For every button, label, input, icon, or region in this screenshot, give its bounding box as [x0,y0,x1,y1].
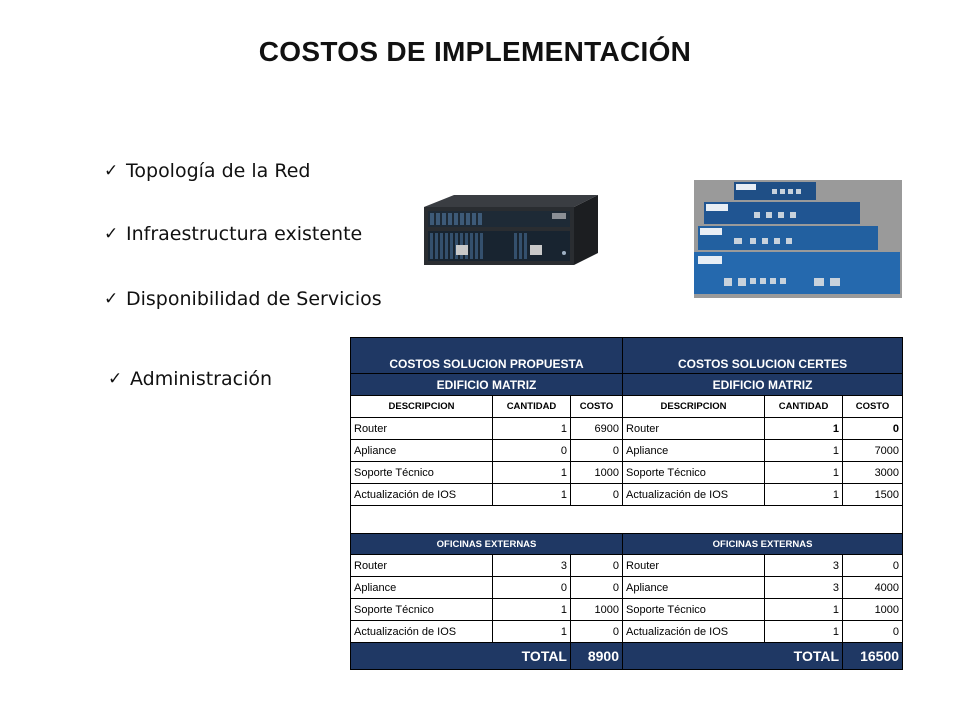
cell-qty: 1 [493,462,571,484]
total-label-left: TOTAL [351,643,571,670]
bullet-topologia [104,160,310,182]
cell-cost: 0 [843,418,903,440]
cell-qty: 1 [493,599,571,621]
cell-cost: 0 [843,555,903,577]
cell-qty: 1 [493,484,571,506]
cell-cost: 1000 [571,462,623,484]
spacer-row [351,506,903,534]
total-value-right: 16500 [843,643,903,670]
spacer-cell [351,506,903,534]
bullet-text: Topología de la Red [126,160,311,182]
cell-desc: Soporte Técnico [351,599,493,621]
router-image [414,193,600,276]
table-header-row [351,338,903,374]
bullet-infraestructura [104,223,362,245]
cell-cost: 0 [843,621,903,643]
cell-cost: 7000 [843,440,903,462]
table-row [351,418,903,440]
total-row [351,643,903,670]
column-header-row [351,396,903,418]
bullet-disponibilidad [104,288,382,310]
cell-desc: Router [351,555,493,577]
cell-qty: 1 [765,440,843,462]
total-label-right: TOTAL [623,643,843,670]
header-propuesta: COSTOS SOLUCION PROPUESTA [351,338,623,374]
checkmark-icon: ✓ [104,161,119,181]
total-value-left: 8900 [571,643,623,670]
cell-desc: Apliance [623,440,765,462]
cell-desc: Router [623,418,765,440]
table-row [351,621,903,643]
cell-desc: Actualización de IOS [351,484,493,506]
section-oficinas-right: OFICINAS EXTERNAS [623,534,903,555]
table-row [351,484,903,506]
checkmark-icon: ✓ [108,369,123,389]
col-descripcion: DESCRIPCION [351,396,493,418]
cell-cost: 0 [571,577,623,599]
cell-desc: Router [623,555,765,577]
cell-qty: 3 [765,555,843,577]
cell-cost: 1000 [843,599,903,621]
cell-cost: 0 [571,440,623,462]
cell-desc: Soporte Técnico [351,462,493,484]
appliance-icon [694,180,902,298]
checkmark-icon: ✓ [104,289,119,309]
cell-desc: Router [351,418,493,440]
cell-cost: 6900 [571,418,623,440]
cell-qty: 1 [493,418,571,440]
router-icon [414,193,600,271]
subheader-matriz-right: EDIFICIO MATRIZ [623,374,903,396]
cell-desc: Soporte Técnico [623,599,765,621]
table-row [351,462,903,484]
section-header-row [351,534,903,555]
bullet-administracion [108,368,272,390]
cell-cost: 1500 [843,484,903,506]
bullet-text: Disponibilidad de Servicios [126,288,382,310]
cell-qty: 3 [765,577,843,599]
table-subheader-row [351,374,903,396]
col-costo: COSTO [571,396,623,418]
cell-cost: 0 [571,555,623,577]
col-descripcion: DESCRIPCION [623,396,765,418]
cell-qty: 1 [765,599,843,621]
cell-qty: 3 [493,555,571,577]
cell-desc: Actualización de IOS [351,621,493,643]
cell-cost: 0 [571,621,623,643]
cell-cost: 3000 [843,462,903,484]
bullet-text: Infraestructura existente [126,223,363,245]
cell-cost: 4000 [843,577,903,599]
cell-qty: 1 [765,484,843,506]
section-oficinas-left: OFICINAS EXTERNAS [351,534,623,555]
cell-qty: 1 [765,621,843,643]
cell-qty: 1 [765,462,843,484]
cell-cost: 0 [571,484,623,506]
cell-qty: 1 [493,621,571,643]
col-cantidad: CANTIDAD [493,396,571,418]
checkmark-icon: ✓ [104,224,119,244]
subheader-matriz-left: EDIFICIO MATRIZ [351,374,623,396]
cell-desc: Soporte Técnico [623,462,765,484]
cell-desc: Actualización de IOS [623,621,765,643]
table-row [351,577,903,599]
cell-desc: Actualización de IOS [623,484,765,506]
col-cantidad: CANTIDAD [765,396,843,418]
cell-cost: 1000 [571,599,623,621]
appliance-stack-image [694,180,902,303]
table-row [351,555,903,577]
col-costo: COSTO [843,396,903,418]
cell-desc: Apliance [351,577,493,599]
cost-table [350,337,903,670]
bullet-text: Administración [130,368,273,390]
slide-title: COSTOS DE IMPLEMENTACIÓN [258,36,692,67]
cell-desc: Apliance [351,440,493,462]
cell-desc: Apliance [623,577,765,599]
table-row [351,599,903,621]
cell-qty: 1 [765,418,843,440]
cell-qty: 0 [493,577,571,599]
header-certes: COSTOS SOLUCION CERTES [623,338,903,374]
cell-qty: 0 [493,440,571,462]
table-row [351,440,903,462]
